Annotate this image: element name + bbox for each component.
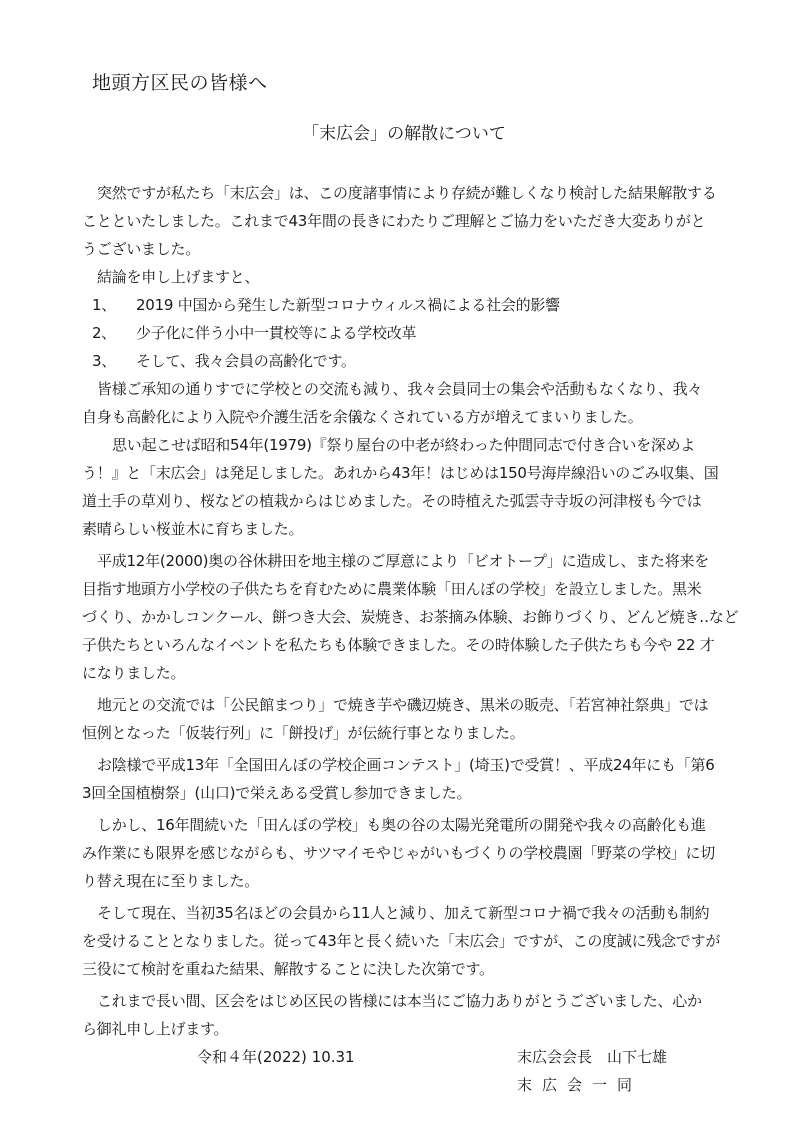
reason-text: そして、我々会員の高齢化です。 [136, 352, 356, 370]
paragraph-line: を受けることとなりました。従って43年と長く続いた「末広会」ですが、この度誠に残念ですが [82, 932, 721, 950]
reason-item [92, 352, 356, 370]
paragraph-line: 目指す地頭方小学校の子供たちを育むために農業体験「田んぼの学校」を設立しました。黒米 [82, 580, 702, 598]
paragraph-line: 道土手の草刈り、桜などの植栽からはじめました。その時植えた弧雲寺寺坂の河津桜も今では [82, 492, 702, 510]
paragraph-line: 皆様ご承知の通りすでに学校との交流も減り、我々会員同士の集会や活動もなくなり、我々 [97, 380, 703, 398]
signer-group: 末広会一同 [517, 1076, 643, 1094]
paragraph-line: 恒例となった「仮装行列」に「餅投げ」が伝統行事となりました。 [82, 724, 525, 742]
paragraph-line: り替え現在に至りました。 [82, 872, 260, 890]
paragraph-line: お陰様で平成13年「全国田んぼの学校企画コンテスト」(埼玉)で受賞！、平成24年にも「第6 [97, 756, 715, 774]
reason-item [92, 296, 560, 314]
paragraph-line: み作業にも限界を感じながらも、サツマイモやじゃがいもづくりの学校農園「野菜の学校」に切 [82, 844, 716, 862]
paragraph-line: 突然ですが私たち「末広会」は、この度諸事情により存続が難しくなり検討した結果解散する [97, 184, 717, 202]
reason-text: 少子化に伴う小中一貫校等による学校改革 [136, 324, 417, 342]
paragraph-line: ら御礼申し上げます。 [82, 1020, 229, 1038]
paragraph-line: う！』と「末広会」は発足しました。あれから43年！はじめは150号海岸線沿いのごみ収集、国 [82, 464, 719, 482]
signer-name: 末広会会長 山下七雄 [517, 1048, 668, 1066]
paragraph-line: づくり、かかしコンクール、餅つき大会、炭焼き、お茶摘み体験、お飾りづくり、どんど焼き‥など [82, 608, 739, 626]
paragraph-line: 結論を申し上げますと、 [97, 268, 260, 286]
paragraph-line: 自身も高齢化により入院や介護生活を余儀なくされている方が増えてまいりました。 [82, 408, 643, 426]
document-date: 令和４年(2022) 10.31 [197, 1048, 355, 1066]
paragraph-line: 子供たちといろんなイベントを私たちも体験できました。その時体験した子供たちも今や 22 才 [82, 636, 715, 654]
reason-number: 1、 [92, 296, 117, 314]
paragraph-line: これまで長い間、区会をはじめ区民の皆様には本当にご協力ありがとうございました、心か [97, 992, 702, 1010]
paragraph-line: 思い起こせば昭和54年(1979)『祭り屋台の中老が終わった仲間同志で付き合いを深めよ [112, 436, 696, 454]
paragraph-line: しかし、16年間続いた「田んぼの学校」も奥の谷の太陽光発電所の開発や我々の高齢化も進 [97, 816, 706, 834]
paragraph-line: そして現在、当初35名ほどの会員から11人と減り、加えて新型コロナ禍で我々の活動も制約 [97, 904, 710, 922]
paragraph-line: 3回全国植樹祭」(山口)で栄えある受賞し参加できました。 [82, 784, 472, 802]
paragraph-line: 三役にて検討を重ねた結果、解散することに決した次第です。 [82, 960, 494, 978]
document-title: 「末広会」の解散について [302, 124, 506, 144]
paragraph-line: になりました。 [82, 664, 186, 682]
salutation: 地頭方区民の皆様へ [92, 72, 268, 94]
reason-number: 3、 [92, 352, 117, 370]
paragraph-line: 素晴らしい桜並木に育ちました。 [82, 520, 304, 538]
reason-item [92, 324, 416, 342]
paragraph-line: 平成12年(2000)奥の谷休耕田を地主様のご厚意により「ビオトープ」に造成し、また将来を [97, 552, 709, 570]
reason-number: 2、 [92, 324, 117, 342]
paragraph-line: うございました。 [82, 240, 201, 258]
reason-text: 2019 中国から発生した新型コロナウィルス禍による社会的影響 [136, 296, 560, 314]
paragraph-line: 地元との交流では「公民館まつり」で焼き芋や磯辺焼き、黒米の販売、「若宮神社祭典」では [97, 696, 709, 714]
paragraph-line: ことといたしました。これまで43年間の長きにわたりご理解とご協力をいただき大変ありがと [82, 212, 706, 230]
